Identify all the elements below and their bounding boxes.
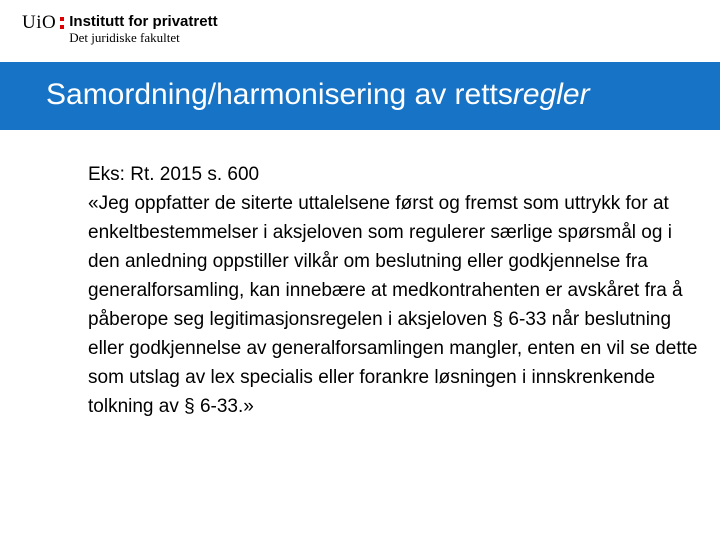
logo-institute-name: Institutt for privatrett: [69, 13, 218, 30]
slide-body: [88, 160, 698, 421]
slide-title: [46, 76, 590, 114]
logo-dot-top: [60, 17, 64, 21]
slide-title-main: Samordning/harmonisering av retts: [46, 78, 513, 111]
uio-logo: [22, 10, 218, 46]
logo-dot-bottom: [60, 25, 64, 29]
title-bar: [0, 62, 720, 130]
case-quote: «Jeg oppfatter de siterte uttalelsene først og fremst som uttrykk for at enkeltbestemmelser i aksjeloven som regulerer særlige spørsmål og i den anledning oppstiller vilkår om beslutning eller godkjennelse fra generalforsamling, kan innebære at medkontrahenten er avskåret fra å påberope seg legitimasjonsregelen i aksjeloven § 6-33 når beslutning eller godkjennelse av generalforsamlingen mangler, enten en vil se dette som utslag av lex specialis eller forankre løsningen i innskrenkende tolkning av § 6-33.»: [88, 193, 698, 417]
logo-text: [69, 14, 217, 46]
logo-faculty-name: Det juridiske fakultet: [69, 30, 180, 45]
slide-title-emphasis: regler: [512, 78, 590, 111]
logo-uio-wordmark: UiO: [22, 12, 57, 33]
case-reference: Eks: Rt. 2015 s. 600: [88, 164, 260, 185]
logo-colon-icon: [60, 17, 64, 29]
